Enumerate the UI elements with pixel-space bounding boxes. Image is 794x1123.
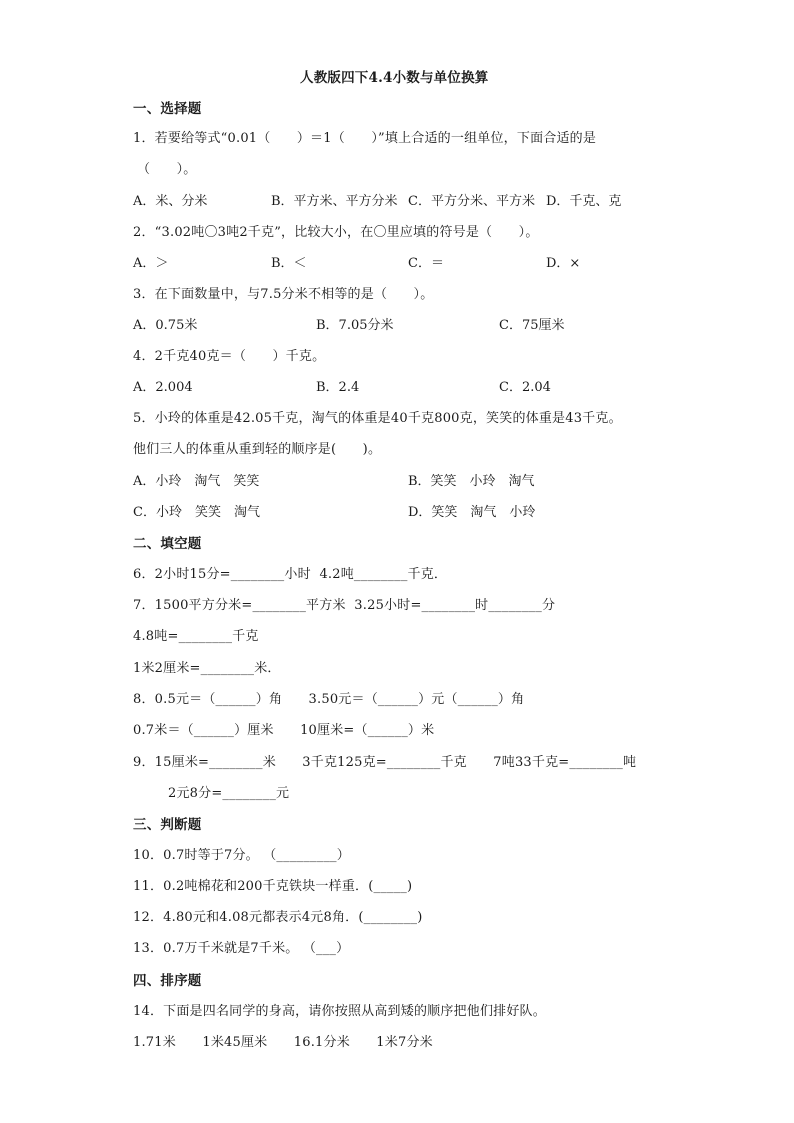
q3-option-c: C．75厘米 [499,318,565,333]
question-12: 12．4.80元和4.08元都表示4元8角．(________) [133,910,423,925]
section-heading-order: 四、排序题 [133,973,202,989]
q2-option-b: B．＜ [271,256,307,271]
question-5-stem: 5．小玲的体重是42.05千克，淘气的体重是40千克800克，笑笑的体重是43千克。 [133,411,622,426]
question-11: 11．0.2吨棉花和200千克铁块一样重．(_____) [133,879,413,894]
question-2-stem: 2．“3.02吨〇3吨2千克”，比较大小，在〇里应填的符号是（ ）。 [133,225,539,240]
question-4-stem: 4．2千克40克＝（ ）千克。 [133,349,326,364]
question-7-line-1: 7．1500平方分米=________平方米 3.25小时=________时________分 [133,598,556,613]
q1-option-c: C．平方分米、平方米 [408,194,535,209]
q1-option-b: B．平方米、平方分米 [271,194,398,209]
q4-option-a: A．2.004 [133,380,193,395]
q2-option-c: C．＝ [408,256,444,271]
question-6: 6．2小时15分=________小时 4.2吨________千克． [133,567,448,582]
q5-option-d: D．笑笑 淘气 小玲 [408,505,536,520]
q4-option-b: B．2.4 [316,380,360,395]
q3-option-a: A．0.75米 [133,318,198,333]
q2-option-d: D．× [546,256,581,271]
q1-option-d: D．千克、克 [546,194,622,209]
question-9-line-2: 2元8分=________元 [168,786,290,801]
question-10: 10．0.7时等于7分。 （_________） [133,848,350,863]
section-heading-choice: 一、选择题 [133,101,202,117]
q3-option-b: B．7.05分米 [316,318,394,333]
q1-option-a: A．米、分米 [133,194,208,209]
question-3-stem: 3．在下面数量中，与7.5分米不相等的是（ ）。 [133,287,434,302]
question-1-stem-cont: （ ）。 [137,162,197,177]
question-8-line-1: 8．0.5元＝（______）角 3.50元＝（______）元（______）角 [133,692,525,707]
question-9-line-1: 9．15厘米=________米 3千克125克=________千克 7吨33千克=________吨 [133,755,637,770]
q5-option-c: C．小玲 笑笑 淘气 [133,505,260,520]
question-5-stem-cont: 他们三人的体重从重到轻的顺序是( )。 [133,442,382,457]
section-heading-fill: 二、填空题 [133,536,202,552]
question-8-line-2: 0.7米＝（______）厘米 10厘米=（______）米 [133,723,435,738]
question-7-line-3: 1米2厘米=________米． [133,661,281,676]
section-heading-judge: 三、判断题 [133,817,202,833]
page-title: 人教版四下4.4小数与单位换算 [300,70,489,86]
q4-option-c: C．2.04 [499,380,551,395]
q2-option-a: A．＞ [133,256,169,271]
question-14-values: 1.71米 1米45厘米 16.1分米 1米7分米 [133,1035,433,1050]
q5-option-a: A．小玲 淘气 笑笑 [133,474,260,489]
q5-option-b: B．笑笑 小玲 淘气 [408,474,535,489]
question-14-stem: 14．下面是四名同学的身高，请你按照从高到矮的顺序把他们排好队。 [133,1004,546,1019]
question-1-stem: 1．若要给等式“0.01（ ）＝1（ ）”填上合适的一组单位，下面合适的是 [133,131,597,146]
question-7-line-2: 4.8吨=________千克 [133,629,259,644]
question-13: 13．0.7万千米就是7千米。 （___） [133,941,350,956]
